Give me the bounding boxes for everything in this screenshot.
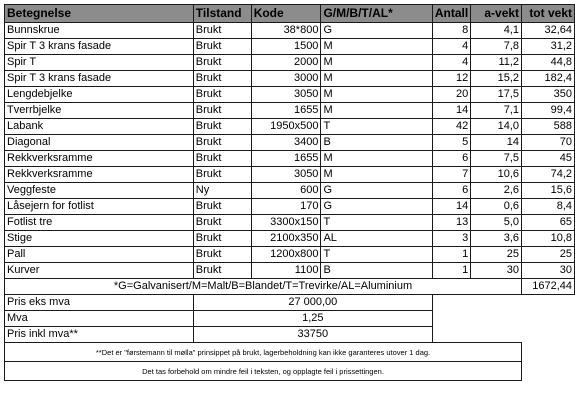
- cell-kode: 1950x500: [251, 119, 321, 135]
- cell-antall: 1: [432, 247, 470, 263]
- cell-material: M: [321, 39, 432, 55]
- cell-tot-vekt: 8,4: [522, 199, 575, 215]
- table-row: [5, 183, 575, 199]
- cell-antall: 12: [432, 71, 470, 87]
- cell-antall: 6: [432, 183, 470, 199]
- cell-tot-vekt: 588: [522, 119, 575, 135]
- cell-antall: 4: [432, 55, 470, 71]
- cell-a-vekt: 14: [471, 135, 522, 151]
- cell-antall: 7: [432, 167, 470, 183]
- cell-kode: 1200x800: [251, 247, 321, 263]
- summary-label: Pris inkl mva**: [5, 327, 194, 343]
- cell-material: B: [321, 135, 432, 151]
- cell-a-vekt: 0,6: [471, 199, 522, 215]
- summary-row: [5, 311, 575, 327]
- cell-tilstand: Brukt: [193, 87, 251, 103]
- cell-tot-vekt: 74,2: [522, 167, 575, 183]
- summary-value: 33750: [193, 327, 432, 343]
- cell-betegnelse: Lengdebjelke: [5, 87, 194, 103]
- cell-antall: 5: [432, 135, 470, 151]
- cell-betegnelse: Spir T: [5, 55, 194, 71]
- cell-betegnelse: Bunnskrue: [5, 23, 194, 39]
- cell-a-vekt: 3,6: [471, 231, 522, 247]
- cell-material: G: [321, 23, 432, 39]
- header-row: [5, 5, 575, 23]
- cell-a-vekt: 7,5: [471, 151, 522, 167]
- cell-tot-vekt: 182,4: [522, 71, 575, 87]
- table-row: [5, 135, 575, 151]
- cell-tot-vekt: 31,2: [522, 39, 575, 55]
- cell-kode: 3050: [251, 167, 321, 183]
- cell-betegnelse: Rekkverksramme: [5, 151, 194, 167]
- table-row: [5, 23, 575, 39]
- cell-tilstand: Brukt: [193, 215, 251, 231]
- cell-a-vekt: 17,5: [471, 87, 522, 103]
- cell-tot-vekt: 15,6: [522, 183, 575, 199]
- summary-label: Pris eks mva: [5, 295, 194, 311]
- inventory-table: [4, 4, 575, 381]
- cell-antall: 14: [432, 103, 470, 119]
- table-row: [5, 167, 575, 183]
- cell-tot-vekt: 32,64: [522, 23, 575, 39]
- cell-betegnelse: Veggfeste: [5, 183, 194, 199]
- total-weight: 1672,44: [522, 279, 575, 295]
- cell-material: M: [321, 103, 432, 119]
- cell-betegnelse: Tverrbjelke: [5, 103, 194, 119]
- cell-a-vekt: 11,2: [471, 55, 522, 71]
- summary-value: 1,25: [193, 311, 432, 327]
- table-row: [5, 87, 575, 103]
- cell-material: M: [321, 87, 432, 103]
- cell-a-vekt: 2,6: [471, 183, 522, 199]
- cell-tilstand: Brukt: [193, 263, 251, 279]
- cell-material: M: [321, 71, 432, 87]
- cell-material: G: [321, 199, 432, 215]
- cell-kode: 2000: [251, 55, 321, 71]
- cell-tilstand: Brukt: [193, 55, 251, 71]
- cell-tilstand: Brukt: [193, 247, 251, 263]
- price-sheet: [4, 4, 575, 381]
- cell-antall: 8: [432, 23, 470, 39]
- cell-kode: 2100x350: [251, 231, 321, 247]
- cell-betegnelse: Pall: [5, 247, 194, 263]
- table-row: [5, 215, 575, 231]
- table-row: [5, 263, 575, 279]
- table-row: [5, 199, 575, 215]
- cell-betegnelse: Rekkverksramme: [5, 167, 194, 183]
- cell-kode: 3300x150: [251, 215, 321, 231]
- cell-betegnelse: Fotlist tre: [5, 215, 194, 231]
- cell-antall: 13: [432, 215, 470, 231]
- summary-label: Mva: [5, 311, 194, 327]
- legend-row: [5, 279, 575, 295]
- table-row: [5, 103, 575, 119]
- material-legend: *G=Galvanisert/M=Malt/B=Blandet/T=Trevirke/AL=Aluminium: [5, 279, 522, 295]
- cell-betegnelse: Spir T 3 krans fasade: [5, 39, 194, 55]
- cell-kode: 3400: [251, 135, 321, 151]
- cell-tilstand: Brukt: [193, 135, 251, 151]
- summary-row: [5, 327, 575, 343]
- col-header-a-vekt: a-vekt: [471, 5, 522, 23]
- table-row: [5, 247, 575, 263]
- cell-material: T: [321, 247, 432, 263]
- cell-kode: 1500: [251, 39, 321, 55]
- cell-antall: 14: [432, 199, 470, 215]
- col-header-tot-vekt: tot vekt: [522, 5, 575, 23]
- cell-a-vekt: 25: [471, 247, 522, 263]
- cell-antall: 3: [432, 231, 470, 247]
- cell-antall: 20: [432, 87, 470, 103]
- col-header-tilstand: Tilstand: [193, 5, 251, 23]
- cell-antall: 6: [432, 151, 470, 167]
- cell-kode: 1655: [251, 103, 321, 119]
- summary-value: 27 000,00: [193, 295, 432, 311]
- cell-material: B: [321, 263, 432, 279]
- cell-material: M: [321, 151, 432, 167]
- cell-tot-vekt: 45: [522, 151, 575, 167]
- table-row: [5, 71, 575, 87]
- cell-material: T: [321, 215, 432, 231]
- table-row: [5, 39, 575, 55]
- table-row: [5, 151, 575, 167]
- cell-tilstand: Brukt: [193, 119, 251, 135]
- cell-a-vekt: 14,0: [471, 119, 522, 135]
- cell-betegnelse: Spir T 3 krans fasade: [5, 71, 194, 87]
- cell-a-vekt: 30: [471, 263, 522, 279]
- cell-tot-vekt: 65: [522, 215, 575, 231]
- cell-tot-vekt: 350: [522, 87, 575, 103]
- cell-tilstand: Brukt: [193, 167, 251, 183]
- cell-betegnelse: Stige: [5, 231, 194, 247]
- cell-a-vekt: 15,2: [471, 71, 522, 87]
- cell-a-vekt: 7,1: [471, 103, 522, 119]
- table-body: [5, 23, 575, 279]
- cell-tilstand: Brukt: [193, 103, 251, 119]
- cell-a-vekt: 7,8: [471, 39, 522, 55]
- table-row: [5, 231, 575, 247]
- cell-kode: 38*800: [251, 23, 321, 39]
- cell-kode: 170: [251, 199, 321, 215]
- cell-tot-vekt: 25: [522, 247, 575, 263]
- cell-kode: 3050: [251, 87, 321, 103]
- col-header-betegnelse: Betegnelse: [5, 5, 194, 23]
- summary-row: [5, 295, 575, 311]
- cell-tot-vekt: 10,8: [522, 231, 575, 247]
- cell-tilstand: Ny: [193, 183, 251, 199]
- cell-material: G: [321, 183, 432, 199]
- cell-betegnelse: Diagonal: [5, 135, 194, 151]
- footnote-availability: **Det er "førstemann til mølla" prinsippet på brukt, lagerbeholdning kan ikke garanteres utover 1 dag.: [5, 343, 522, 362]
- cell-tot-vekt: 30: [522, 263, 575, 279]
- note-row: [5, 362, 575, 381]
- footnote-disclaimer: Det tas forbehold om mindre feil i teksten, og opplagte feil i prissettingen.: [5, 362, 522, 381]
- note-row: [5, 343, 575, 362]
- cell-antall: 4: [432, 39, 470, 55]
- cell-kode: 3000: [251, 71, 321, 87]
- col-header-material: G/M/B/T/AL*: [321, 5, 432, 23]
- table-row: [5, 55, 575, 71]
- cell-material: T: [321, 119, 432, 135]
- cell-kode: 600: [251, 183, 321, 199]
- cell-betegnelse: Labank: [5, 119, 194, 135]
- cell-kode: 1100: [251, 263, 321, 279]
- cell-tilstand: Brukt: [193, 71, 251, 87]
- cell-betegnelse: Kurver: [5, 263, 194, 279]
- cell-tilstand: Brukt: [193, 39, 251, 55]
- col-header-kode: Kode: [251, 5, 321, 23]
- cell-tilstand: Brukt: [193, 199, 251, 215]
- cell-tilstand: Brukt: [193, 231, 251, 247]
- cell-a-vekt: 5,0: [471, 215, 522, 231]
- cell-tilstand: Brukt: [193, 151, 251, 167]
- cell-kode: 1655: [251, 151, 321, 167]
- cell-material: AL: [321, 231, 432, 247]
- cell-tot-vekt: 99,4: [522, 103, 575, 119]
- cell-tot-vekt: 44,8: [522, 55, 575, 71]
- cell-a-vekt: 4,1: [471, 23, 522, 39]
- cell-material: M: [321, 167, 432, 183]
- cell-material: M: [321, 55, 432, 71]
- cell-antall: 42: [432, 119, 470, 135]
- cell-a-vekt: 10,6: [471, 167, 522, 183]
- cell-tilstand: Brukt: [193, 23, 251, 39]
- col-header-antall: Antall: [432, 5, 470, 23]
- table-row: [5, 119, 575, 135]
- cell-betegnelse: Låsejern for fotlist: [5, 199, 194, 215]
- cell-antall: 1: [432, 263, 470, 279]
- cell-tot-vekt: 70: [522, 135, 575, 151]
